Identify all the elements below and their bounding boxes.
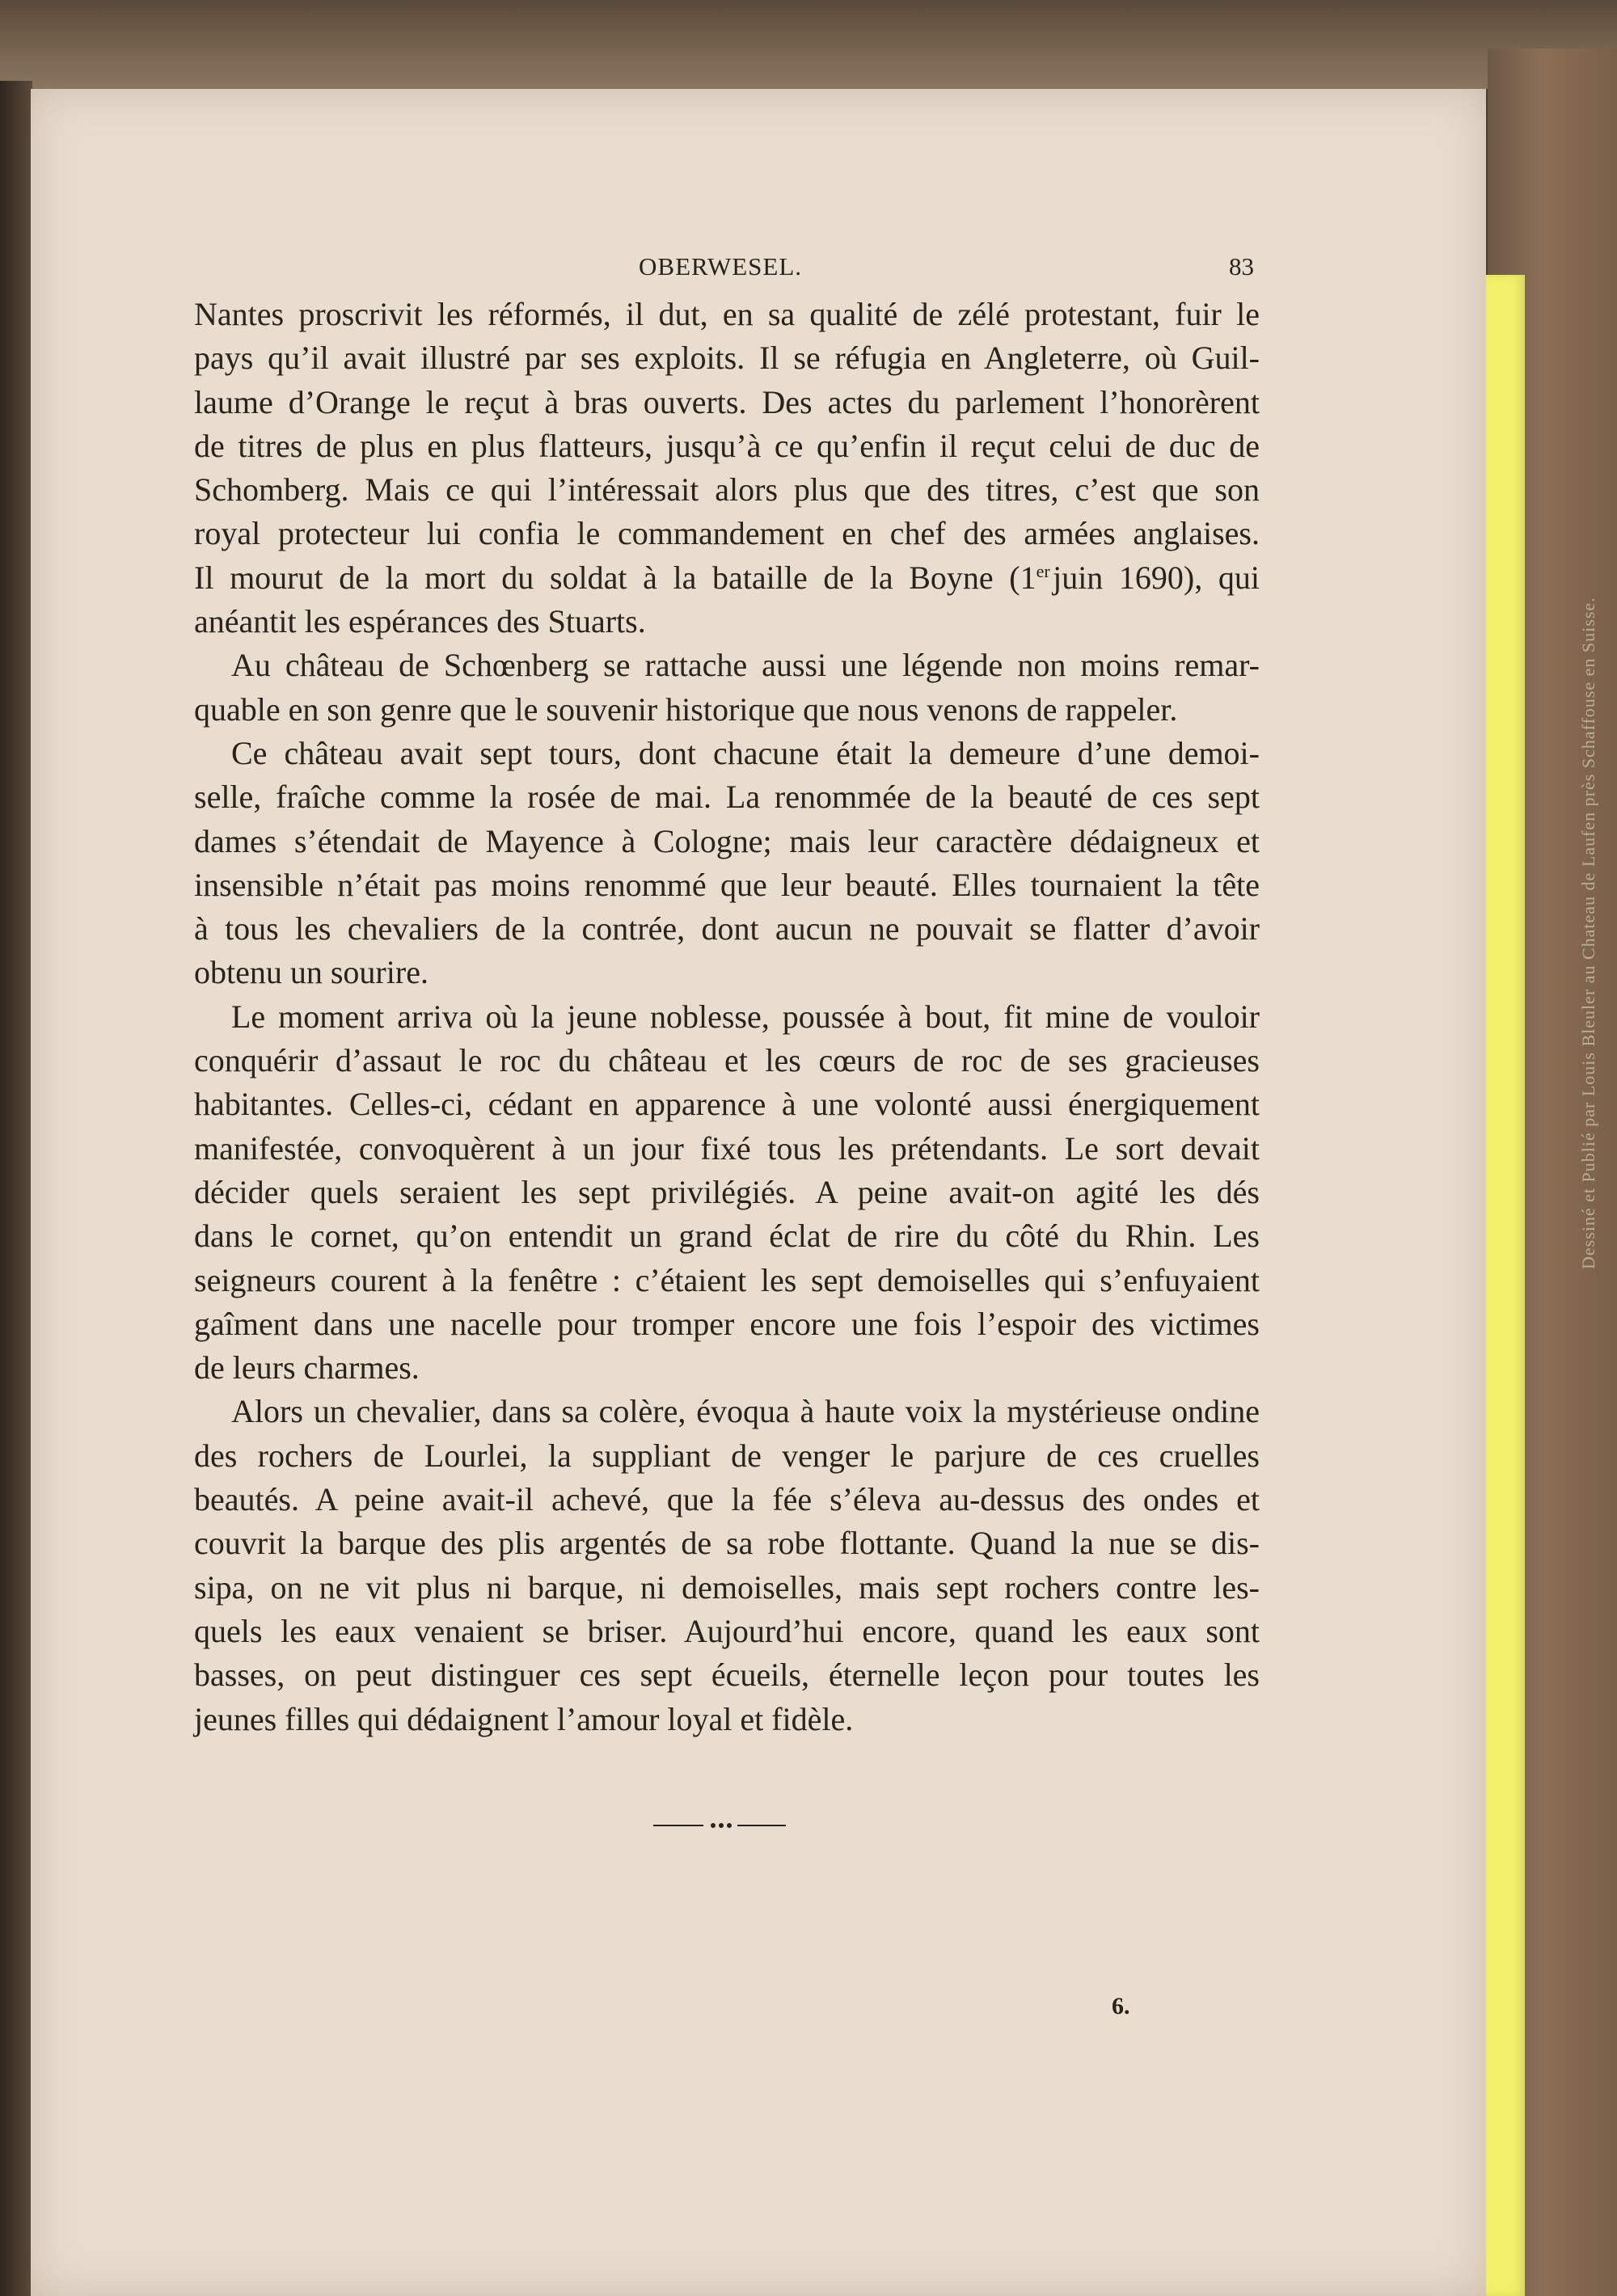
text-line: Au château de Schœnberg se rattache aussi une légende non moins remar-: [231, 647, 1260, 684]
text-line: laume d’Orange le reçut à bras ouverts. Des actes du parlement l’honorèrent: [194, 383, 1260, 420]
text-line: obtenu un sourire.: [194, 954, 429, 991]
ordinal-superscript: er: [1036, 560, 1050, 581]
binding-shadow: [0, 81, 32, 2296]
body-text: [194, 293, 1260, 1741]
text-line: Alors un chevalier, dans sa colère, évoqua à haute voix la mystérieuse ondine: [231, 1393, 1260, 1430]
plate-caption-vertical: Dessiné et Publié par Louis Bleuler au Chateau de Laufen près Schaffouse en Suisse.: [1578, 597, 1598, 1269]
text-line: royal protecteur lui confia le commandement en chef des armées anglaises.: [194, 515, 1260, 552]
text-line: à tous les chevaliers de la contrée, dont aucun ne pouvait se flatter d’avoir: [194, 910, 1260, 948]
text-line: Nantes proscrivit les réformés, il dut, en sa qualité de zélé protestant, fuir le: [194, 296, 1260, 332]
text-line: basses, on peut distinguer ces sept écueils, éternelle leçon pour toutes les: [194, 1657, 1260, 1694]
text-line: selle, fraîche comme la rosée de mai. La renommée de la beauté de ces sept: [194, 779, 1260, 816]
text-line: insensible n’était pas moins renommé que leur beauté. Elles tournaient la tête: [194, 866, 1260, 903]
running-title: OBERWESEL.: [639, 252, 803, 281]
text-line: couvrit la barque des plis argentés de sa robe flottante. Quand la nue se dis-: [194, 1525, 1260, 1562]
text-line: quable en son genre que le souvenir historique que nous venons de rappeler.: [194, 690, 1178, 728]
text-line: jeunes filles qui dédaignent l’amour loyal et fidèle.: [194, 1700, 854, 1737]
text-line: beautés. A peine avait-il achevé, que la fée s’éleva au-dessus des ondes et: [194, 1481, 1260, 1518]
text-line: quels les eaux venaient se briser. Aujourd’hui encore, quand les eaux sont: [194, 1612, 1260, 1649]
text-line: dames s’étendait de Mayence à Cologne; mais leur caractère dédaigneux et: [194, 822, 1260, 859]
text-line: gaîment dans une nacelle pour tromper encore une fois l’espoir des victimes: [194, 1305, 1260, 1342]
text-line: Le moment arriva où la jeune noblesse, poussée à bout, fit mine de vouloir: [231, 998, 1260, 1035]
text-line: manifestée, convoquèrent à un jour fixé tous les prétendants. Le sort devait: [194, 1129, 1260, 1167]
book-cover-top-edge: [0, 0, 1617, 89]
text-line: seigneurs courent à la fenêtre : c’étaient les sept demoiselles qui s’enfuyaient: [194, 1261, 1260, 1298]
text-line: pays qu’il avait illustré par ses exploits. Il se réfugia en Angleterre, où Guil-: [194, 340, 1260, 377]
text-line: des rochers de Lourlei, la suppliant de venger le parjure de ces cruelles: [194, 1437, 1260, 1474]
text-line-boyne: [194, 556, 1260, 600]
tissue-guard-sheet: [1486, 275, 1525, 2296]
text-line: Schomberg. Mais ce qui l’intéressait alors plus que des titres, c’est que son: [194, 471, 1260, 509]
text-line: décider quels seraient les sept privilégiés. A peine avait-on agité les dés: [194, 1173, 1260, 1210]
text-fragment: Il mourut de la mort du soldat à la bataille de la Boyne (1: [194, 559, 1036, 596]
end-ornament: [647, 1819, 792, 1832]
text-line: habitantes. Celles-ci, cédant en apparence à une volonté aussi énergiquement: [194, 1086, 1260, 1123]
text-line: conquérir d’assaut le roc du château et les cœurs de roc de ses gracieuses: [194, 1042, 1260, 1079]
page-number: 83: [1229, 252, 1254, 281]
text-line: sipa, on ne vit plus ni barque, ni demoiselles, mais sept rochers contre les-: [194, 1568, 1260, 1606]
text-line: Ce château avait sept tours, dont chacune était la demeure d’une demoi-: [231, 734, 1260, 771]
text-line: de leurs charmes.: [194, 1349, 420, 1386]
text-line: dans le cornet, qu’on entendit un grand éclat de rire du côté du Rhin. Les: [194, 1218, 1260, 1255]
signature-mark: 6.: [1112, 1993, 1130, 2020]
text-fragment: juin 1690), qui: [1053, 559, 1260, 596]
text-line: de titres de plus en plus flatteurs, jusqu’à ce qu’enfin il reçut celui de duc de: [194, 427, 1260, 464]
text-line: anéantit les espérances des Stuarts.: [194, 603, 646, 640]
